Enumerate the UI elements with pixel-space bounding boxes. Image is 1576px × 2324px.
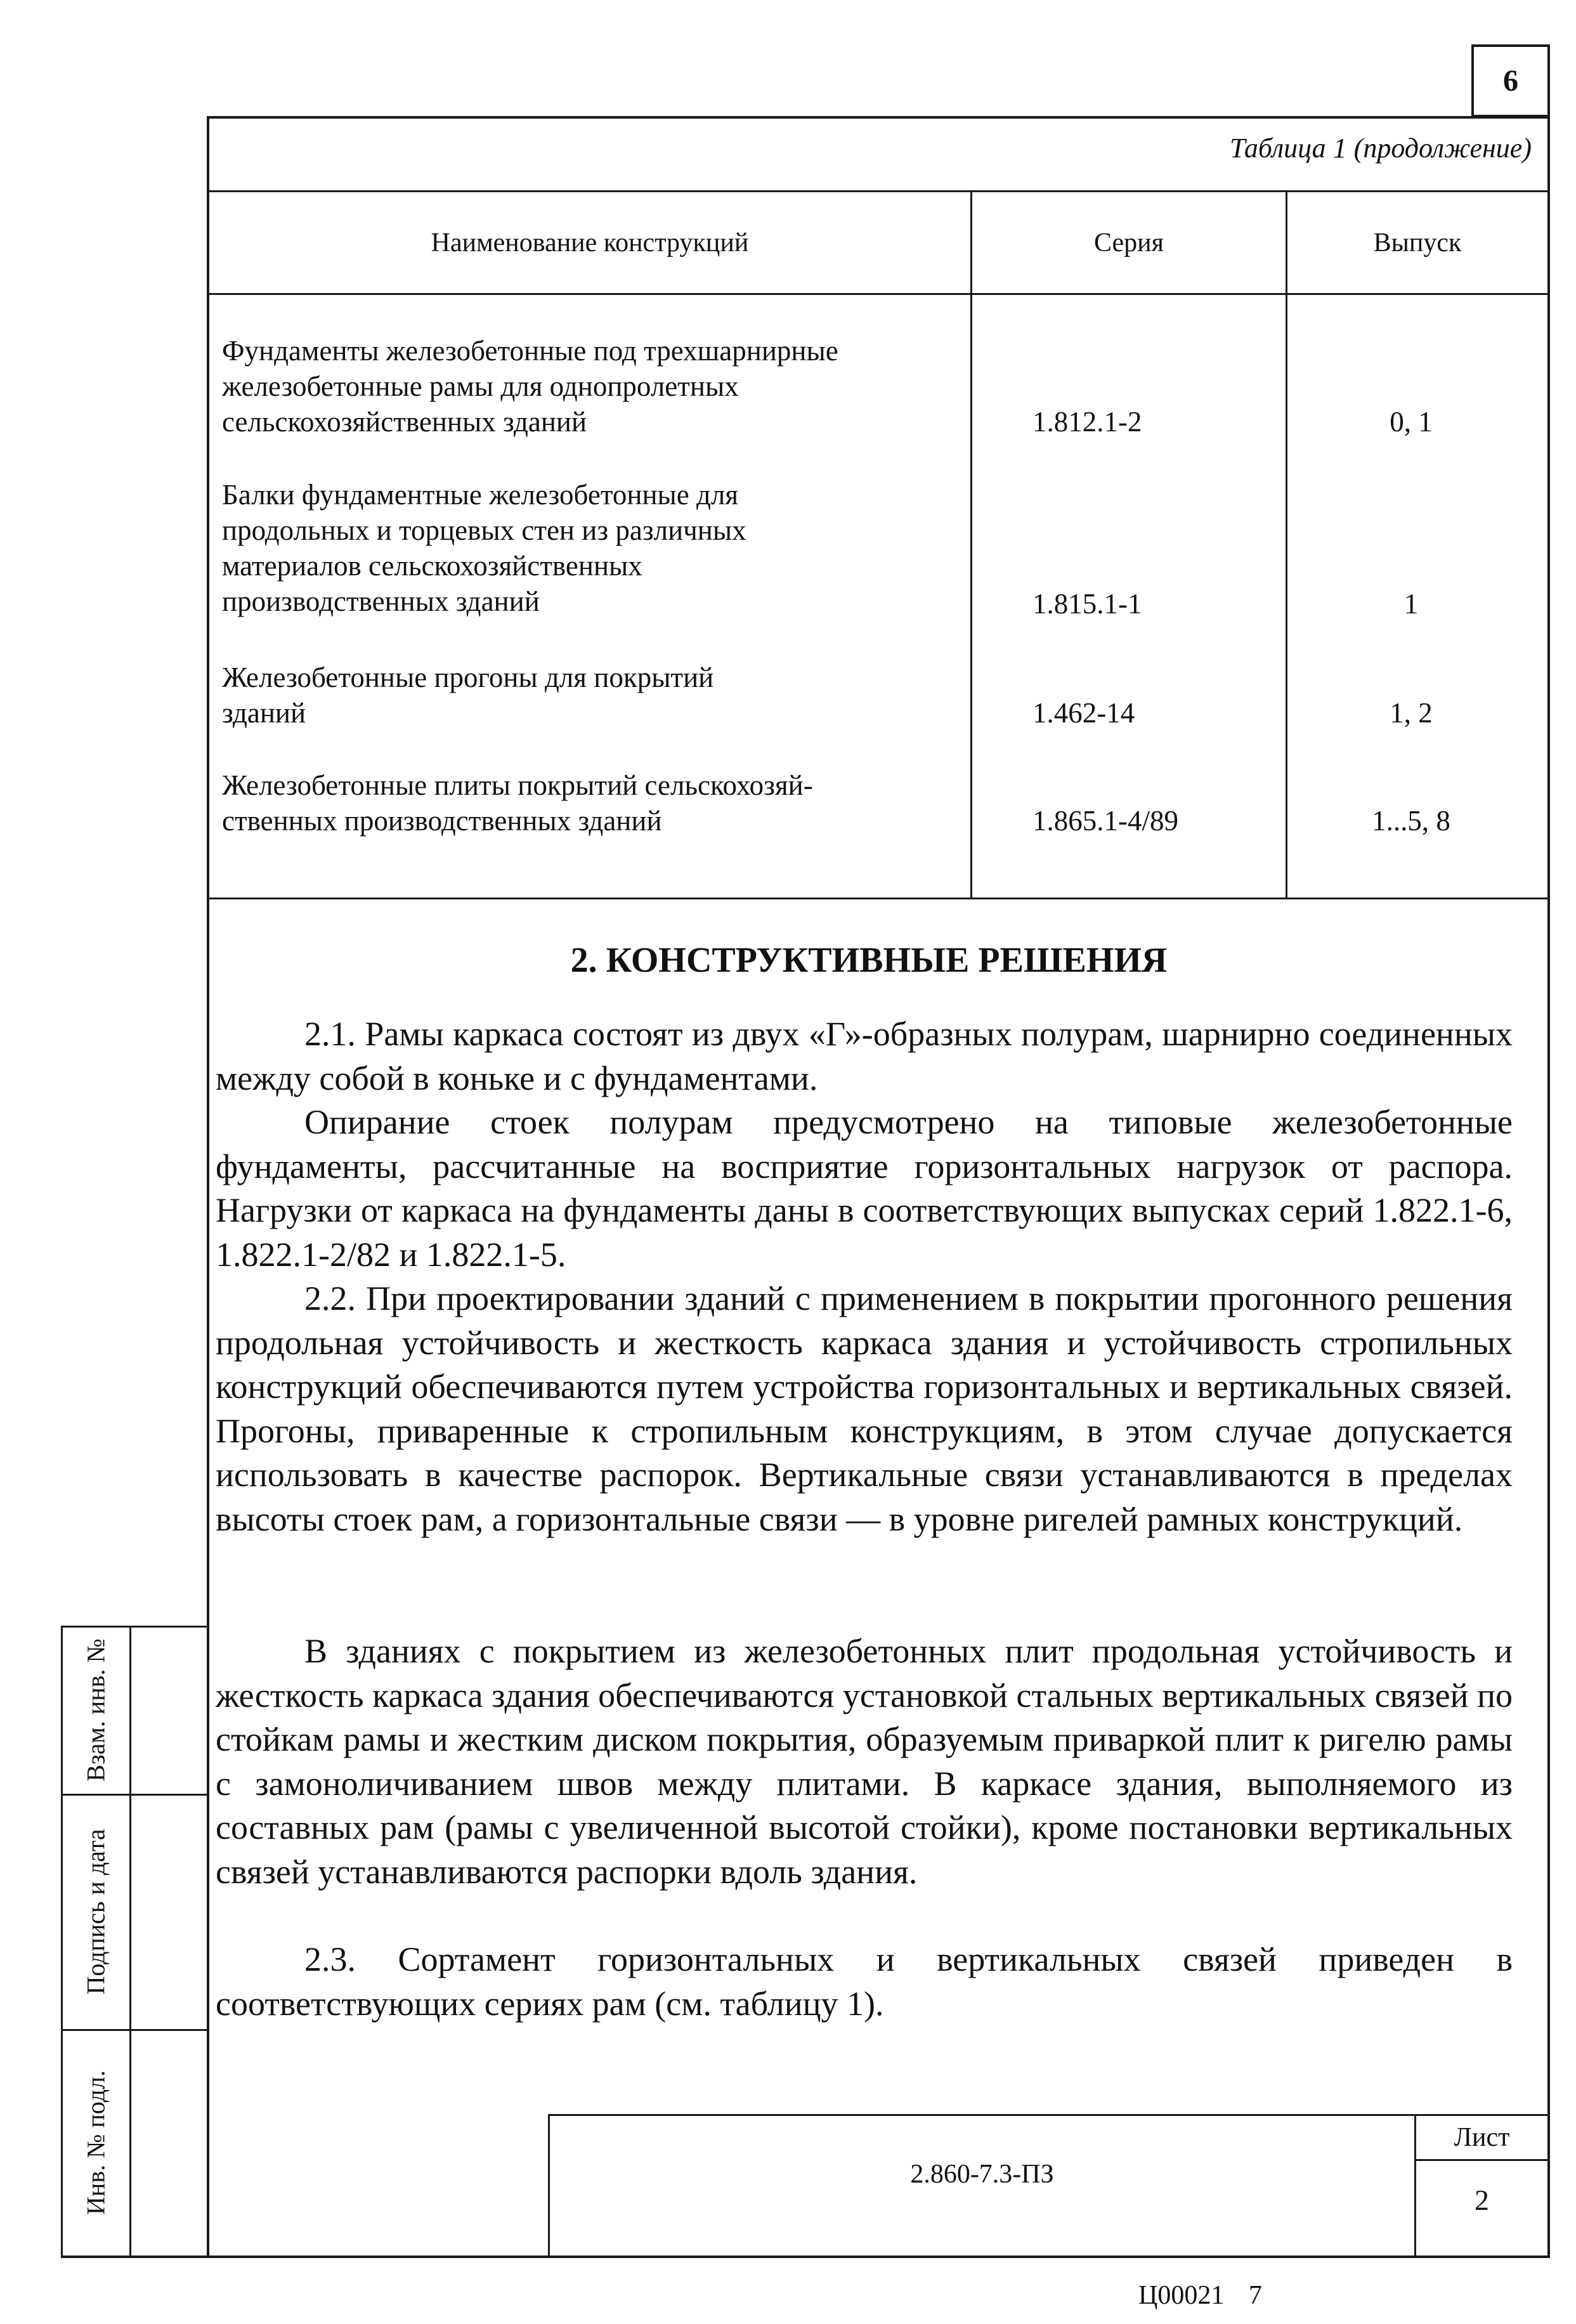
table-row-4-series: 1.865.1-4/89: [1032, 805, 1178, 837]
side-stamp-inner-line: [129, 1626, 131, 2257]
paragraph-support: Опирание стоек полурам предусмотрено на типовые железобетонные фундаменты, рассчитанные на восприятие горизонтальных нагрузок от распора. Нагрузки от каркаса на фундаменты даны в соответствующих выпусках серий 1.822.1-6, 1.822.1-2/82 и 1.822.1-5.: [216, 1103, 1513, 1274]
table-row-3-name: [222, 660, 964, 731]
table-row-2-name-line: материалов сельскохозяйственных: [222, 550, 642, 582]
side-stamp-divider-1: [61, 1794, 208, 1796]
section-heading: 2. КОНСТРУКТИВНЫЕ РЕШЕНИЯ: [570, 941, 1168, 980]
table-row-2-issue: 1: [1403, 588, 1419, 620]
table-header-series-text: Серия: [1094, 228, 1164, 258]
side-stamp-inv-replace: Взам. инв. №: [81, 1638, 110, 1782]
footer-archive-code: Ц00021: [1138, 2281, 1225, 2310]
table-row-3-name-line: зданий: [222, 697, 306, 729]
table-row-2-name-line: производственных зданий: [222, 585, 540, 617]
table-row-3-name-line: Железобетонные прогоны для покрытий: [222, 662, 714, 693]
paragraph-2-1: 2.1. Рамы каркаса состоят из двух «Г»-образных полурам, шарнирно соединенных между собой в коньке и с фундаментами.: [216, 1015, 1513, 1097]
table-row-1-name: [222, 333, 964, 440]
side-stamp-top-line: [61, 1626, 208, 1628]
title-block-doc-code: 2.860-7.3-ПЗ: [910, 2160, 1054, 2189]
table-row-2-name-line: продольных и торцевых стен из различных: [222, 514, 746, 546]
table-header-name: [209, 192, 970, 293]
table-row-1-name-line: сельскохозяйственных зданий: [222, 406, 587, 438]
title-block-sheet-label: Лист: [1454, 2123, 1510, 2152]
side-stamp-inv-orig: Инв. № подл.: [81, 2070, 110, 2215]
table-bottom-line: [207, 898, 1550, 899]
table-row-2-name-line: Балки фундаментные железобетонные для: [222, 479, 739, 511]
table-caption: Таблица 1 (продолжение): [1230, 133, 1532, 164]
footer-archive-page: 7: [1248, 2281, 1262, 2310]
table-col-divider-1: [970, 190, 972, 899]
side-stamp-divider-2: [61, 2029, 208, 2031]
table-col-divider-2: [1286, 190, 1287, 899]
table-row-2-series: 1.815.1-1: [1032, 588, 1142, 620]
paragraph-2-2: 2.2. При проектировании зданий с применением в покрытии прогонного решения продольная устойчивость и жесткость каркаса здания и устойчивость стропильных конструкций обеспечиваются путем устройства горизонтальных и вертикальных связей. Прогоны, приваренные к стропильным конструкциям, в этом случае допускается использовать в качестве распорок. Вертикальные связи устанавливаются в пределах высоты стоек рам, а горизонтальные связи — в уровне ригелей рамных конструкций.: [216, 1279, 1513, 1538]
paragraph-slabs: В зданиях с покрытием из железобетонных плит продольная устойчивость и жесткость каркаса здания обеспечиваются установкой стальных вертикальных связей по стойкам рамы и жестким диском покрытия, образуемым приваркой плит к ригелю рамы с замоноличиванием швов между плитами. В каркасе здания, выполняемого из составных рам (рамы с увеличенной высотой стойки), кроме постановки вертикальных связей устанавливаются распорки вдоль здания.: [216, 1632, 1513, 1891]
side-stamp-sign-date: Подпись и дата: [81, 1829, 110, 1995]
table-row-2-name: [222, 477, 964, 619]
table-row-3-series: 1.462-14: [1032, 697, 1135, 729]
page-number-box: [1471, 44, 1550, 117]
table-row-4-name-line: ственных производственных зданий: [222, 805, 662, 837]
table-header-issue: [1287, 192, 1547, 293]
table-row-4-name: [222, 767, 964, 839]
table-header-issue-text: Выпуск: [1373, 228, 1462, 258]
title-block-sheet-number: 2: [1475, 2184, 1489, 2216]
frame-left-line: [207, 116, 209, 2258]
frame-top-line: [207, 116, 1550, 119]
table-row-1-series: 1.812.1-2: [1032, 406, 1142, 438]
table-header-series: [972, 192, 1286, 293]
title-block-sheet-line: [1414, 2159, 1550, 2161]
table-row-1-name-line: железобетонные рамы для однопролетных: [222, 370, 739, 402]
table-row-4-name-line: Железобетонные плиты покрытий сельскохозяй-: [222, 769, 813, 801]
footer-archive: [1138, 2280, 1262, 2311]
table-row-1-name-line: Фундаменты железобетонные под трехшарнирные: [222, 335, 838, 367]
table-header-divider: [207, 293, 1550, 295]
table-row-4-issue: 1...5, 8: [1372, 805, 1450, 837]
frame-bottom-line: [61, 2255, 1550, 2258]
paragraph-2-3: 2.3. Сортамент горизонтальных и вертикальных связей приведен в соответствующих сериях рам (см. таблицу 1).: [216, 1940, 1513, 2023]
side-stamp-outer-line: [61, 1626, 63, 2257]
page-number: 6: [1503, 64, 1518, 98]
title-block-top-line: [548, 2114, 1550, 2116]
table-row-1-issue: 0, 1: [1390, 406, 1433, 438]
table-row-3-issue: 1, 2: [1390, 697, 1433, 729]
frame-right-line: [1547, 116, 1550, 2258]
table-header-name-text: Наименование конструкций: [431, 228, 749, 258]
